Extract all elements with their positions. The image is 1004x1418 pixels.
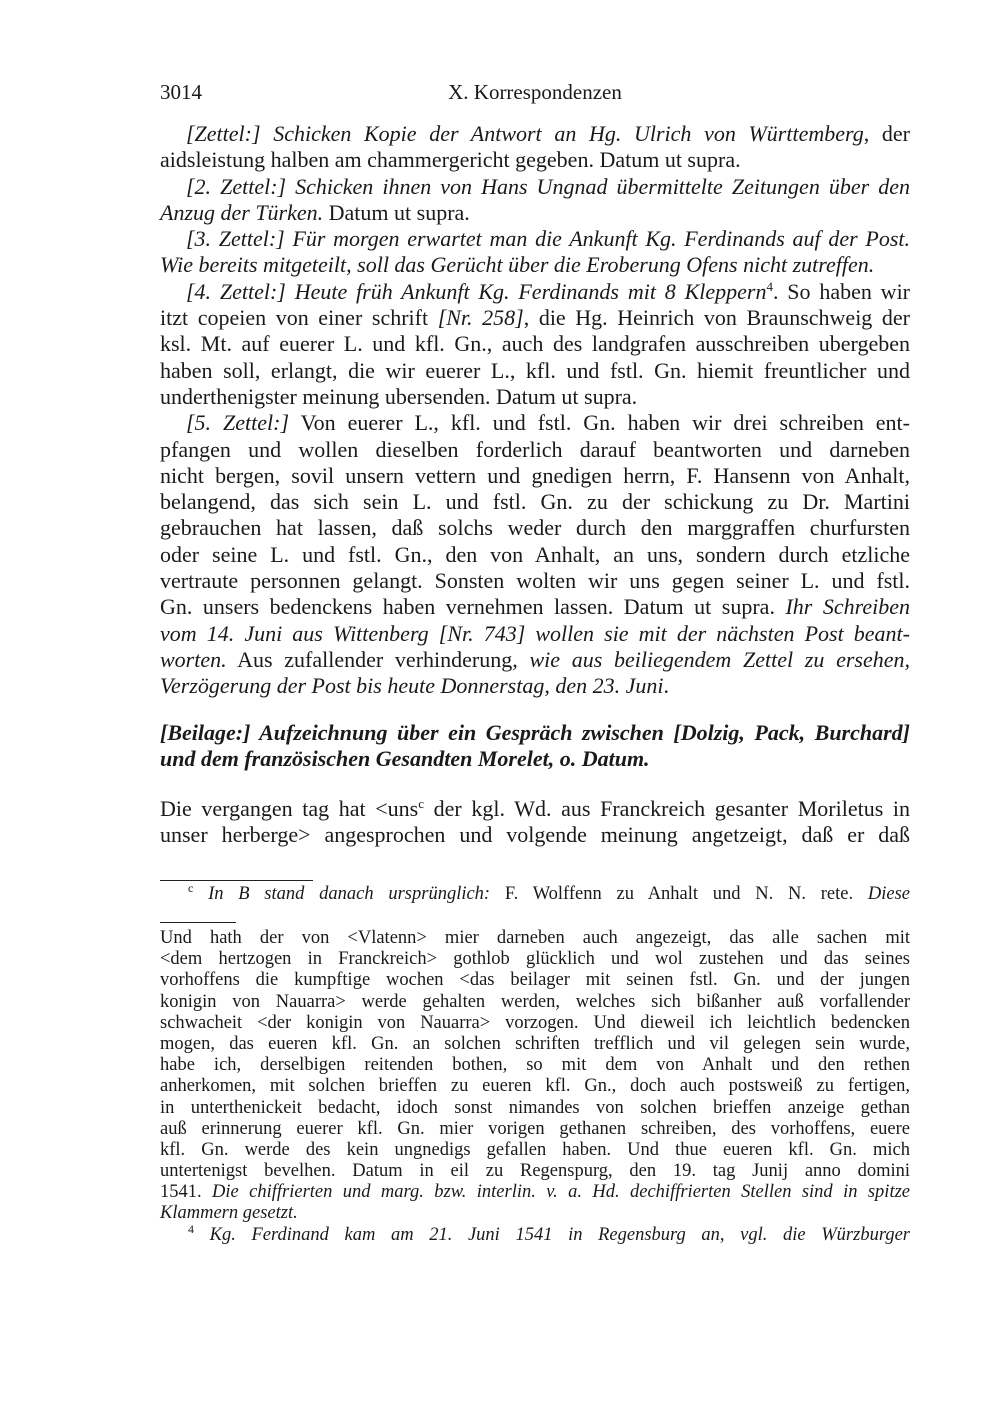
text-line xyxy=(160,928,910,949)
text-line xyxy=(160,542,910,568)
text-segment: vorhoffens die kumpftige wochen <das beilager mit seinen fstl. Gn. und der jungen xyxy=(160,970,910,991)
text-segment: pfangen und wollen dieselben forderlich darauf beantworten und darneben xyxy=(160,436,910,462)
text-line xyxy=(160,410,910,436)
text-segment: in unterthenickeit bedacht, idoch sonst nimandes von solchen brieffen anzeige gethan xyxy=(160,1097,910,1118)
text-line xyxy=(160,822,910,848)
text-segment: Anzug der Türken. xyxy=(160,199,324,225)
text-line xyxy=(160,200,910,226)
text-segment: F. Wolffenn zu Anhalt und N. N. rete. xyxy=(490,884,868,904)
text-line xyxy=(160,489,910,515)
text-line xyxy=(160,673,910,699)
text-segment: Klammern gesetzt. xyxy=(160,1203,298,1224)
text-segment: wie aus beiliegendem Zettel zu ersehen, xyxy=(529,646,910,672)
text-segment: kfl. Gn. werde des kein ungnedigs gefallen haben. Und thue eueren kfl. Gn. mich xyxy=(160,1139,910,1160)
text-segment: konigin von Nauarra> werde gehalten werden, welches sich bißanher auß vorfallender xyxy=(160,991,910,1012)
main-text xyxy=(160,121,910,700)
text-line xyxy=(160,949,910,970)
text-line xyxy=(160,1140,910,1161)
text-line xyxy=(160,147,910,173)
text-line xyxy=(160,121,910,147)
text-segment: Kg. Ferdinand kam am 21. Juni 1541 in Regensburg an, vgl. die Würzburger xyxy=(194,1224,910,1245)
text-line xyxy=(160,1034,910,1055)
text-segment: und dem französischen Gesandten Morelet, o. Datum. xyxy=(160,746,650,772)
text-segment: [2. Zettel:] Schicken ihnen von Hans Ungnad übermittelte Zeitungen über den xyxy=(186,173,910,199)
text-line xyxy=(160,174,910,200)
footnote-rule xyxy=(160,880,313,881)
text-segment: vom 14. Juni aus Wittenberg [Nr. 743] wollen sie mit der nächsten Post beant- xyxy=(160,620,910,646)
text-line xyxy=(160,621,910,647)
text-line xyxy=(160,881,910,905)
text-line xyxy=(160,647,910,673)
text-segment: . So haben wir xyxy=(772,278,911,304)
text-line xyxy=(160,1076,910,1097)
text-segment: [4. Zettel:] Heute früh Ankunft Kg. Ferdinands mit 8 Kleppern xyxy=(186,278,767,304)
text-segment: nicht bergen, sovil unsern vettern und gnedigen herrn, F. Hansenn von Anhalt, xyxy=(160,462,910,488)
text-segment: gebrauchen hat lassen, daß solchs weder durch den marggraffen churfursten xyxy=(160,515,910,541)
text-line xyxy=(160,992,910,1013)
text-segment: Und hath der von <Vlatenn> mier darneben auch angezeigt, das alle sachen mit xyxy=(160,928,910,948)
text-segment: Gn. unsers bedenckens haben vernehmen lassen. Datum ut supra. xyxy=(160,594,786,620)
footnotes xyxy=(160,928,910,1246)
text-line xyxy=(160,1098,910,1119)
text-segment: Die vergangen tag hat <uns xyxy=(160,796,419,821)
footnote-marker: 4 xyxy=(188,1221,194,1236)
text-line xyxy=(160,226,910,252)
text-line xyxy=(160,515,910,541)
text-line xyxy=(160,305,910,331)
text-segment: anherkomen, mit solchen brieffen zu eueren kfl. Gn., doch auch postsweiß zu fertigen, xyxy=(160,1076,910,1097)
text-segment: [Beilage:] Aufzeichnung über ein Gespräch zwischen [Dolzig, Pack, Burchard] xyxy=(160,720,910,745)
text-segment: . xyxy=(663,673,669,699)
text-segment: Ihr Schreiben xyxy=(785,594,910,620)
text-line xyxy=(160,720,910,746)
text-segment: haben soll, erlangt, die wir euerer L., kfl. und fstl. Gn. hiemit freuntlicher und xyxy=(160,357,910,383)
text-segment: aidsleistung halben am chammergericht gegeben. Datum ut supra. xyxy=(160,147,741,173)
footnote-marker: c xyxy=(418,796,425,811)
text-segment: worten. xyxy=(160,646,227,672)
text-line xyxy=(160,1055,910,1076)
footnote-marker: 4 xyxy=(766,278,773,294)
text-segment: unser herberge> angesprochen und volgende meinung angetzeigt, daß er daß xyxy=(160,822,910,848)
section-heading xyxy=(160,720,910,773)
text-line xyxy=(160,970,910,991)
text-segment: itzt copeien von einer schrift xyxy=(160,305,438,331)
text-line xyxy=(160,1221,910,1246)
text-segment: mogen, das eueren kfl. Gn. an solchen schriften trefflich und vil gelegen sein wurde, xyxy=(160,1033,910,1054)
text-segment: Verzögerung der Post bis heute Donnerstag, den 23. Juni xyxy=(160,673,664,699)
text-segment: untertenigst bevelhen. Datum in eil zu Regenspurg, den 19. tag Junij anno domini xyxy=(160,1161,910,1182)
text-line xyxy=(160,331,910,357)
text-segment: Aus zufallender verhinderung, xyxy=(226,646,530,672)
text-segment: [5. Zettel:] xyxy=(186,410,290,436)
text-line xyxy=(160,358,910,384)
text-line xyxy=(160,594,910,620)
footnote-c xyxy=(160,881,910,905)
text-line xyxy=(160,384,910,410)
text-line xyxy=(160,1203,910,1224)
text-segment: schwacheit <der konigin von Nauarra> vorzogen. Und dieweil ich leichtlich bedencken xyxy=(160,1012,910,1033)
text-line xyxy=(160,1161,910,1182)
text-segment: der kgl. Wd. aus Franckreich gesanter Moriletus in xyxy=(424,796,910,821)
text-segment: , der xyxy=(863,121,911,146)
text-segment: vertraute personnen gelangt. Sonsten wolten wir uns gegen seiner L. und fstl. xyxy=(160,568,910,594)
text-line xyxy=(160,796,910,822)
footnote-continuation-rule xyxy=(160,922,236,923)
text-segment: [3. Zettel:] Für morgen erwartet man die Ankunft Kg. Ferdinands auf der Post. xyxy=(186,226,910,252)
text-segment: Die chiffrierten und marg. bzw. interlin. v. a. Hd. dechiffrierten Stellen sind in spitze xyxy=(212,1182,911,1203)
text-line xyxy=(160,1013,910,1034)
text-segment: Diese xyxy=(867,884,910,904)
text-line xyxy=(160,252,910,278)
text-segment: Datum ut supra. xyxy=(323,199,470,225)
page-number: 3014 xyxy=(160,80,202,104)
text-segment: <dem hertzogen in Franckreich> gothlob glücklich und wol zustehen und das seines xyxy=(160,949,910,970)
text-segment: ksl. Mt. auf euerer L. und kfl. Gn., auch des landgrafen ausschreiben ubergeben xyxy=(160,331,910,357)
text-line xyxy=(160,1119,910,1140)
text-segment: underthenigster meinung ubersenden. Datum ut supra. xyxy=(160,383,638,409)
text-segment: 1541. xyxy=(160,1182,213,1203)
section-body xyxy=(160,796,910,849)
text-segment: belangend, das sich sein L. und fstl. Gn. zu der schickung zu Dr. Martini xyxy=(160,489,910,515)
text-line xyxy=(160,279,910,305)
text-segment: oder seine L. und fstl. Gn., den von Anhalt, an uns, sondern durch etzliche xyxy=(160,541,910,567)
text-line xyxy=(160,568,910,594)
text-segment: Von euerer L., kfl. und fstl. Gn. haben wir drei schreiben ent- xyxy=(289,410,910,436)
text-segment: habe ich, derselbigen reitenden bothen, so mit dem von Anhalt und den rethen xyxy=(160,1055,910,1076)
text-segment: [Nr. 258] xyxy=(437,305,524,331)
running-title: X. Korrespondenzen xyxy=(448,80,622,104)
text-line xyxy=(160,437,910,463)
text-segment: , die Hg. Heinrich von Braunschweig der xyxy=(523,305,910,331)
text-segment: auß erinnerung euerer kfl. Gn. mier vorigen gethanen schreiben, des vorhoffens, euere xyxy=(160,1118,910,1139)
text-segment: Wie bereits mitgeteilt, soll das Gerücht über die Eroberung Ofens nicht zutreffen. xyxy=(160,252,875,278)
text-line xyxy=(160,463,910,489)
text-line xyxy=(160,1182,910,1203)
text-segment: [Zettel:] Schicken Kopie der Antwort an Hg. Ulrich von Württemberg xyxy=(186,121,864,146)
text-segment: In B stand danach ursprünglich: xyxy=(193,884,491,904)
text-line xyxy=(160,746,910,772)
footnote-marker: c xyxy=(188,881,194,895)
